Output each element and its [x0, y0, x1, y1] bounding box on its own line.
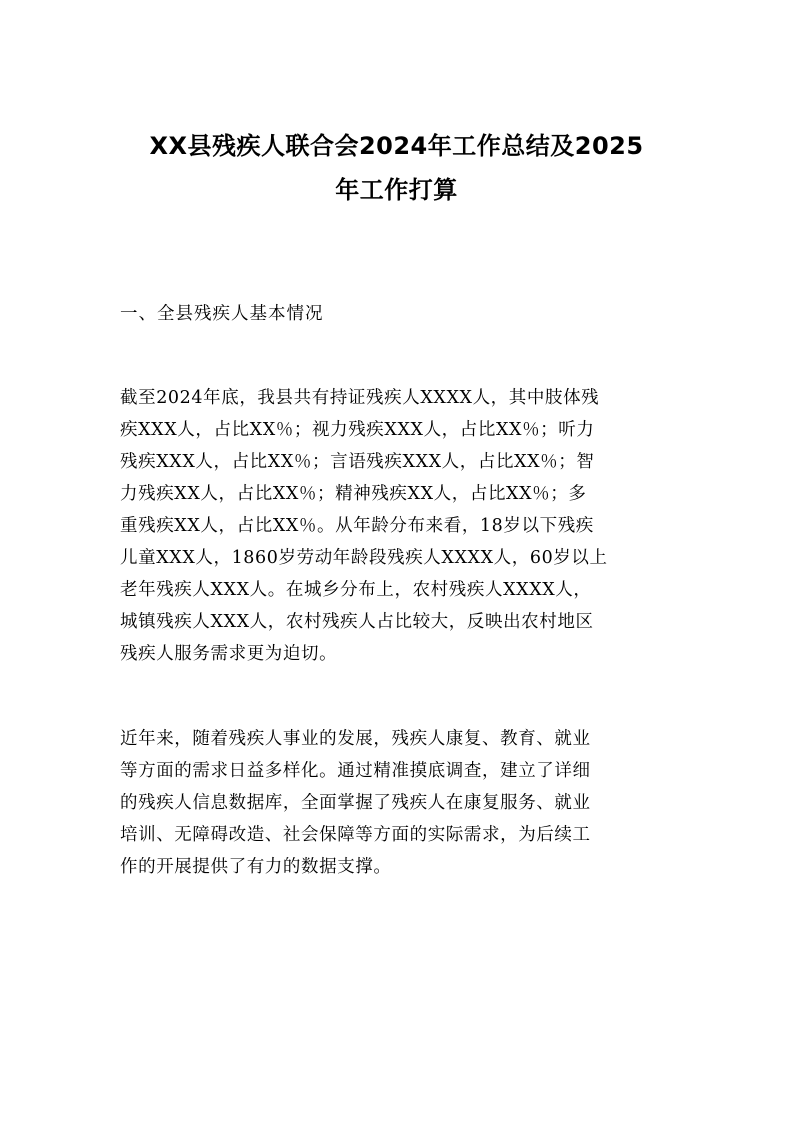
paragraph-line: 力残疾XX人，占比XX％；精神残疾XX人，占比XX％；多 [120, 484, 587, 504]
title-line-2: 年工作打算 [335, 176, 458, 204]
document-title [120, 124, 673, 212]
title-line-1: XX县残疾人联合会2024年工作总结及2025 [149, 132, 644, 160]
paragraph-needs-survey [120, 723, 673, 883]
paragraph-line: 近年来，随着残疾人事业的发展，残疾人康复、教育、就业 [120, 729, 591, 749]
paragraph-line: 的残疾人信息数据库，全面掌握了残疾人在康复服务、就业 [120, 793, 591, 813]
paragraph-line: 儿童XXX人，1860岁劳动年龄段残疾人XXXX人，60岁以上 [120, 548, 608, 568]
paragraph-line: 老年残疾人XXX人。在城乡分布上，农村残疾人XXXX人， [120, 580, 592, 600]
paragraph-line: 城镇残疾人XXX人，农村残疾人占比较大，反映出农村地区 [120, 612, 594, 632]
paragraph-line: 残疾XXX人，占比XX％；言语残疾XXX人，占比XX％；智 [120, 452, 595, 472]
paragraph-line: 作的开展提供了有力的数据支撑。 [120, 857, 392, 877]
paragraph-line: 疾XXX人，占比XX％；视力残疾XXX人，占比XX％；听力 [120, 420, 595, 440]
paragraph-basic-situation [120, 382, 673, 670]
paragraph-line: 残疾人服务需求更为迫切。 [120, 644, 338, 664]
paragraph-line: 重残疾XX人，占比XX％。从年龄分布来看，18岁以下残疾 [120, 516, 594, 536]
section-heading: 一、全县残疾人基本情况 [120, 304, 324, 324]
paragraph-line: 等方面的需求日益多样化。通过精准摸底调查，建立了详细 [120, 761, 591, 781]
paragraph-line: 截至2024年底，我县共有持证残疾人XXXX人，其中肢体残 [120, 388, 600, 408]
paragraph-line: 培训、无障碍改造、社会保障等方面的实际需求，为后续工 [120, 825, 591, 845]
